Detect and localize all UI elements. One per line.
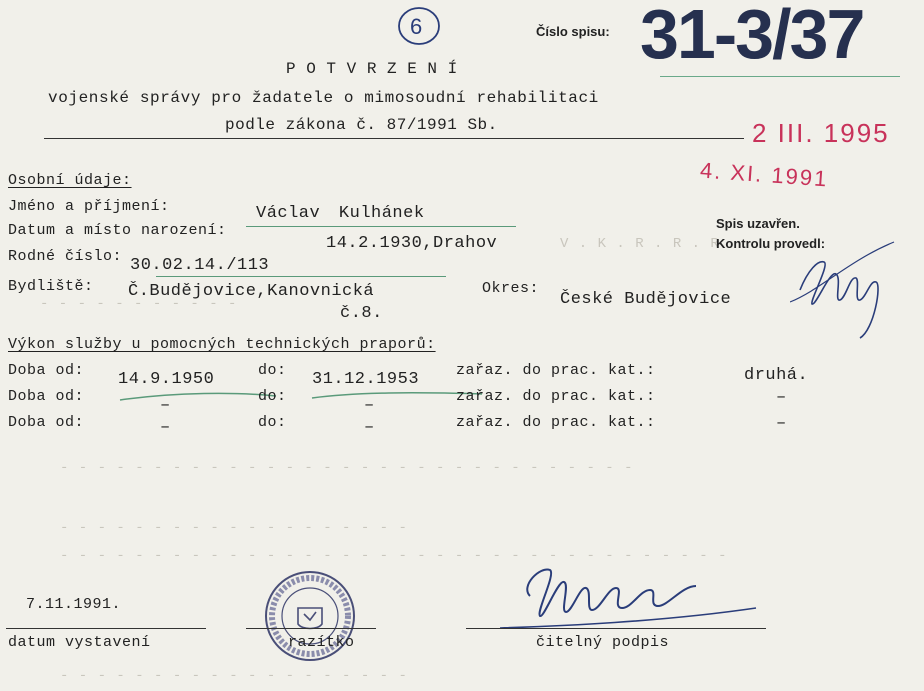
handwritten-signature: [500, 556, 760, 636]
case-number: 31-3/37: [640, 0, 864, 73]
from-label: Doba od:: [8, 414, 85, 431]
id-underline: [156, 276, 446, 277]
signature-label: čitelný podpis: [536, 634, 670, 651]
from-value: 14.9.1950: [118, 370, 215, 389]
issue-date-rule: [6, 628, 206, 629]
category-label: zařaz. do prac. kat.:: [456, 362, 656, 379]
document-subtitle: vojenské správy pro žadatele o mimosoudní rehabilitaci: [48, 89, 599, 107]
personal-heading: Osobní údaje:: [8, 172, 132, 189]
name-underline: [246, 226, 516, 227]
bleed-through-text: - - - - - - - - - - - - - - - - - - - - - - - - - - - - - - - - - - - -: [60, 548, 728, 564]
controller-signature: [790, 240, 900, 340]
to-label: do:: [258, 362, 287, 379]
service-heading: Výkon služby u pomocných technických praporů:: [8, 336, 436, 353]
bleed-through-text: - - - - - - - - - - -: [40, 296, 238, 312]
date-issued-stamp: 4. XI. 1991: [699, 157, 830, 192]
address-value: Č.Budějovice,Kanovnická: [128, 282, 375, 301]
category-label: zařaz. do prac. kat.:: [456, 388, 656, 405]
to-value: 31.12.1953: [312, 370, 420, 389]
category-value: –: [776, 388, 787, 407]
seal-rule: [246, 628, 376, 629]
closed-stamp-line2: Kontrolu provedl:: [716, 236, 826, 251]
date-received-stamp: 2 III. 1995: [752, 118, 890, 148]
case-mark: 6: [410, 14, 423, 39]
address-value-line2: č.8.: [340, 304, 383, 323]
bleed-through-text: - - - - - - - - - - - - - - - - - - -: [60, 668, 408, 684]
bleed-through-text: - - - - - - - - - - - - - - - - - - -: [60, 520, 408, 536]
to-label: do:: [258, 388, 287, 405]
document-title: P O T V R Z E N Í: [286, 60, 458, 78]
id-number-value: 30.02.14./113: [130, 256, 270, 275]
id-number-label: Rodné číslo:: [8, 248, 123, 265]
from-label: Doba od:: [8, 388, 85, 405]
name-label: Jméno a příjmení:: [8, 198, 170, 215]
case-underline: [660, 76, 900, 77]
bleed-through-text: V . K . R . R . R: [560, 236, 720, 252]
law-reference: podle zákona č. 87/1991 Sb.: [225, 116, 498, 134]
service-underline: [116, 390, 496, 406]
to-value: –: [364, 396, 375, 415]
from-value: –: [160, 418, 171, 437]
district-value: České Budějovice: [560, 290, 732, 309]
signature-rule: [466, 628, 766, 629]
district-label: Okres:: [482, 280, 540, 297]
bleed-through-text: - - - - - - - - - - - - - - - - - - - - - - - - - - - - - - -: [60, 460, 634, 476]
category-label: zařaz. do prac. kat.:: [456, 414, 656, 431]
birth-value: 14.2.1930,Drahov: [326, 234, 498, 253]
category-value: –: [776, 414, 787, 433]
name-value: Václav Kulhánek: [256, 204, 425, 223]
to-value: –: [364, 418, 375, 437]
case-number-label: Číslo spisu:: [536, 24, 610, 39]
from-label: Doba od:: [8, 362, 85, 379]
issue-date: 7.11.1991.: [26, 596, 122, 613]
closed-stamp-line1: Spis uzavřen.: [716, 216, 800, 231]
issue-date-label: datum vystavení: [8, 634, 151, 651]
category-value: druhá.: [744, 366, 809, 385]
address-label: Bydliště:: [8, 278, 94, 295]
from-value: –: [160, 396, 171, 415]
header-rule: [44, 138, 744, 139]
seal-label: razítko: [288, 634, 355, 651]
to-label: do:: [258, 414, 287, 431]
birth-label: Datum a místo narození:: [8, 222, 227, 239]
